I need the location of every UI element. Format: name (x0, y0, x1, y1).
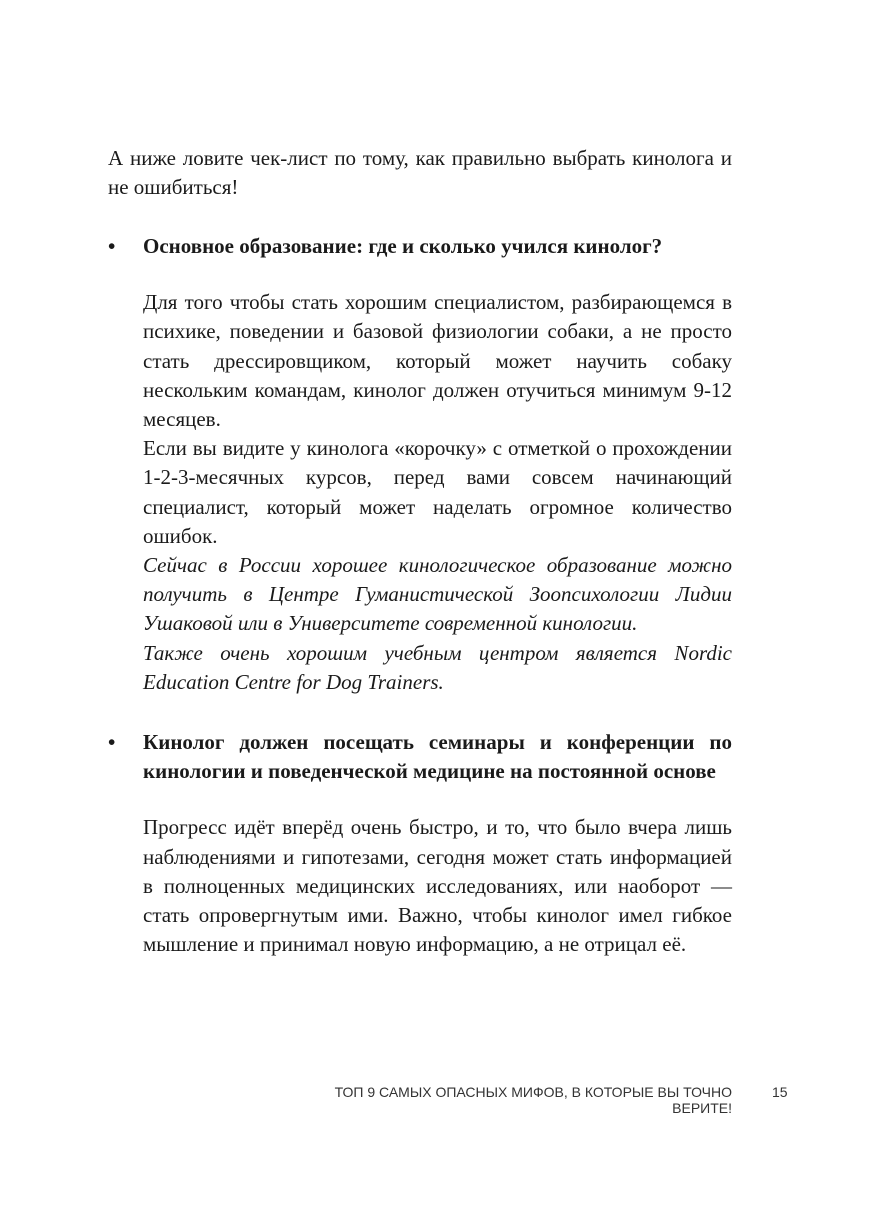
running-footer-title: ТОП 9 САМЫХ ОПАСНЫХ МИФОВ, В КОТОРЫЕ ВЫ ТОЧНО ВЕРИТЕ! (334, 1084, 732, 1116)
body-paragraph: Если вы видите у кинолога «корочку» с отметкой о прохождении 1-2-3-месячных курсов, перед вами совсем начинающий специалист, который может наделать огромное количество ошибок. (143, 436, 732, 548)
bullet-icon: • (108, 234, 116, 258)
italic-paragraph: Сейчас в России хорошее кинологическое образование можно получить в Центре Гуманистической Зоопсихологии Лидии Ушаковой или в Университете современной кинологии. (143, 553, 732, 636)
checklist-body (143, 288, 732, 697)
checklist-heading: Основное образование: где и сколько учился кинолог? (143, 234, 663, 258)
checklist-item-education (108, 232, 732, 697)
bullet-icon: • (108, 730, 116, 754)
checklist-heading: Кинолог должен посещать семинары и конференции по кинологии и поведенческой медицине на постоянной основе (143, 730, 732, 784)
page-number: 15 (772, 1084, 788, 1100)
checklist-item-seminars (108, 728, 732, 959)
body-paragraph: Для того чтобы стать хорошим специалистом, разбирающемся в психике, поведении и базовой физиологии собаки, а не просто стать дрессировщиком, который может научить собаку нескольким командам, кинолог должен отучиться минимум 9-12 месяцев. (143, 290, 732, 432)
body-paragraph: Прогресс идёт вперёд очень быстро, и то, что было вчера лишь наблюдениями и гипотезами, сегодня может стать информацией в полноценных медицинских исследованиях, или наоборот — стать опровергнутым ими. Важно, чтобы кинолог имел гибкое мышление и принимал новую информацию, а не отрицал её. (143, 815, 732, 957)
checklist-body (143, 813, 732, 959)
intro-paragraph: А ниже ловите чек-лист по тому, как правильно выбрать кинолога и не ошибиться! (108, 146, 732, 200)
italic-paragraph: Также очень хорошим учебным центром является Nordic Education Centre for Dog Trainers. (143, 640, 732, 694)
